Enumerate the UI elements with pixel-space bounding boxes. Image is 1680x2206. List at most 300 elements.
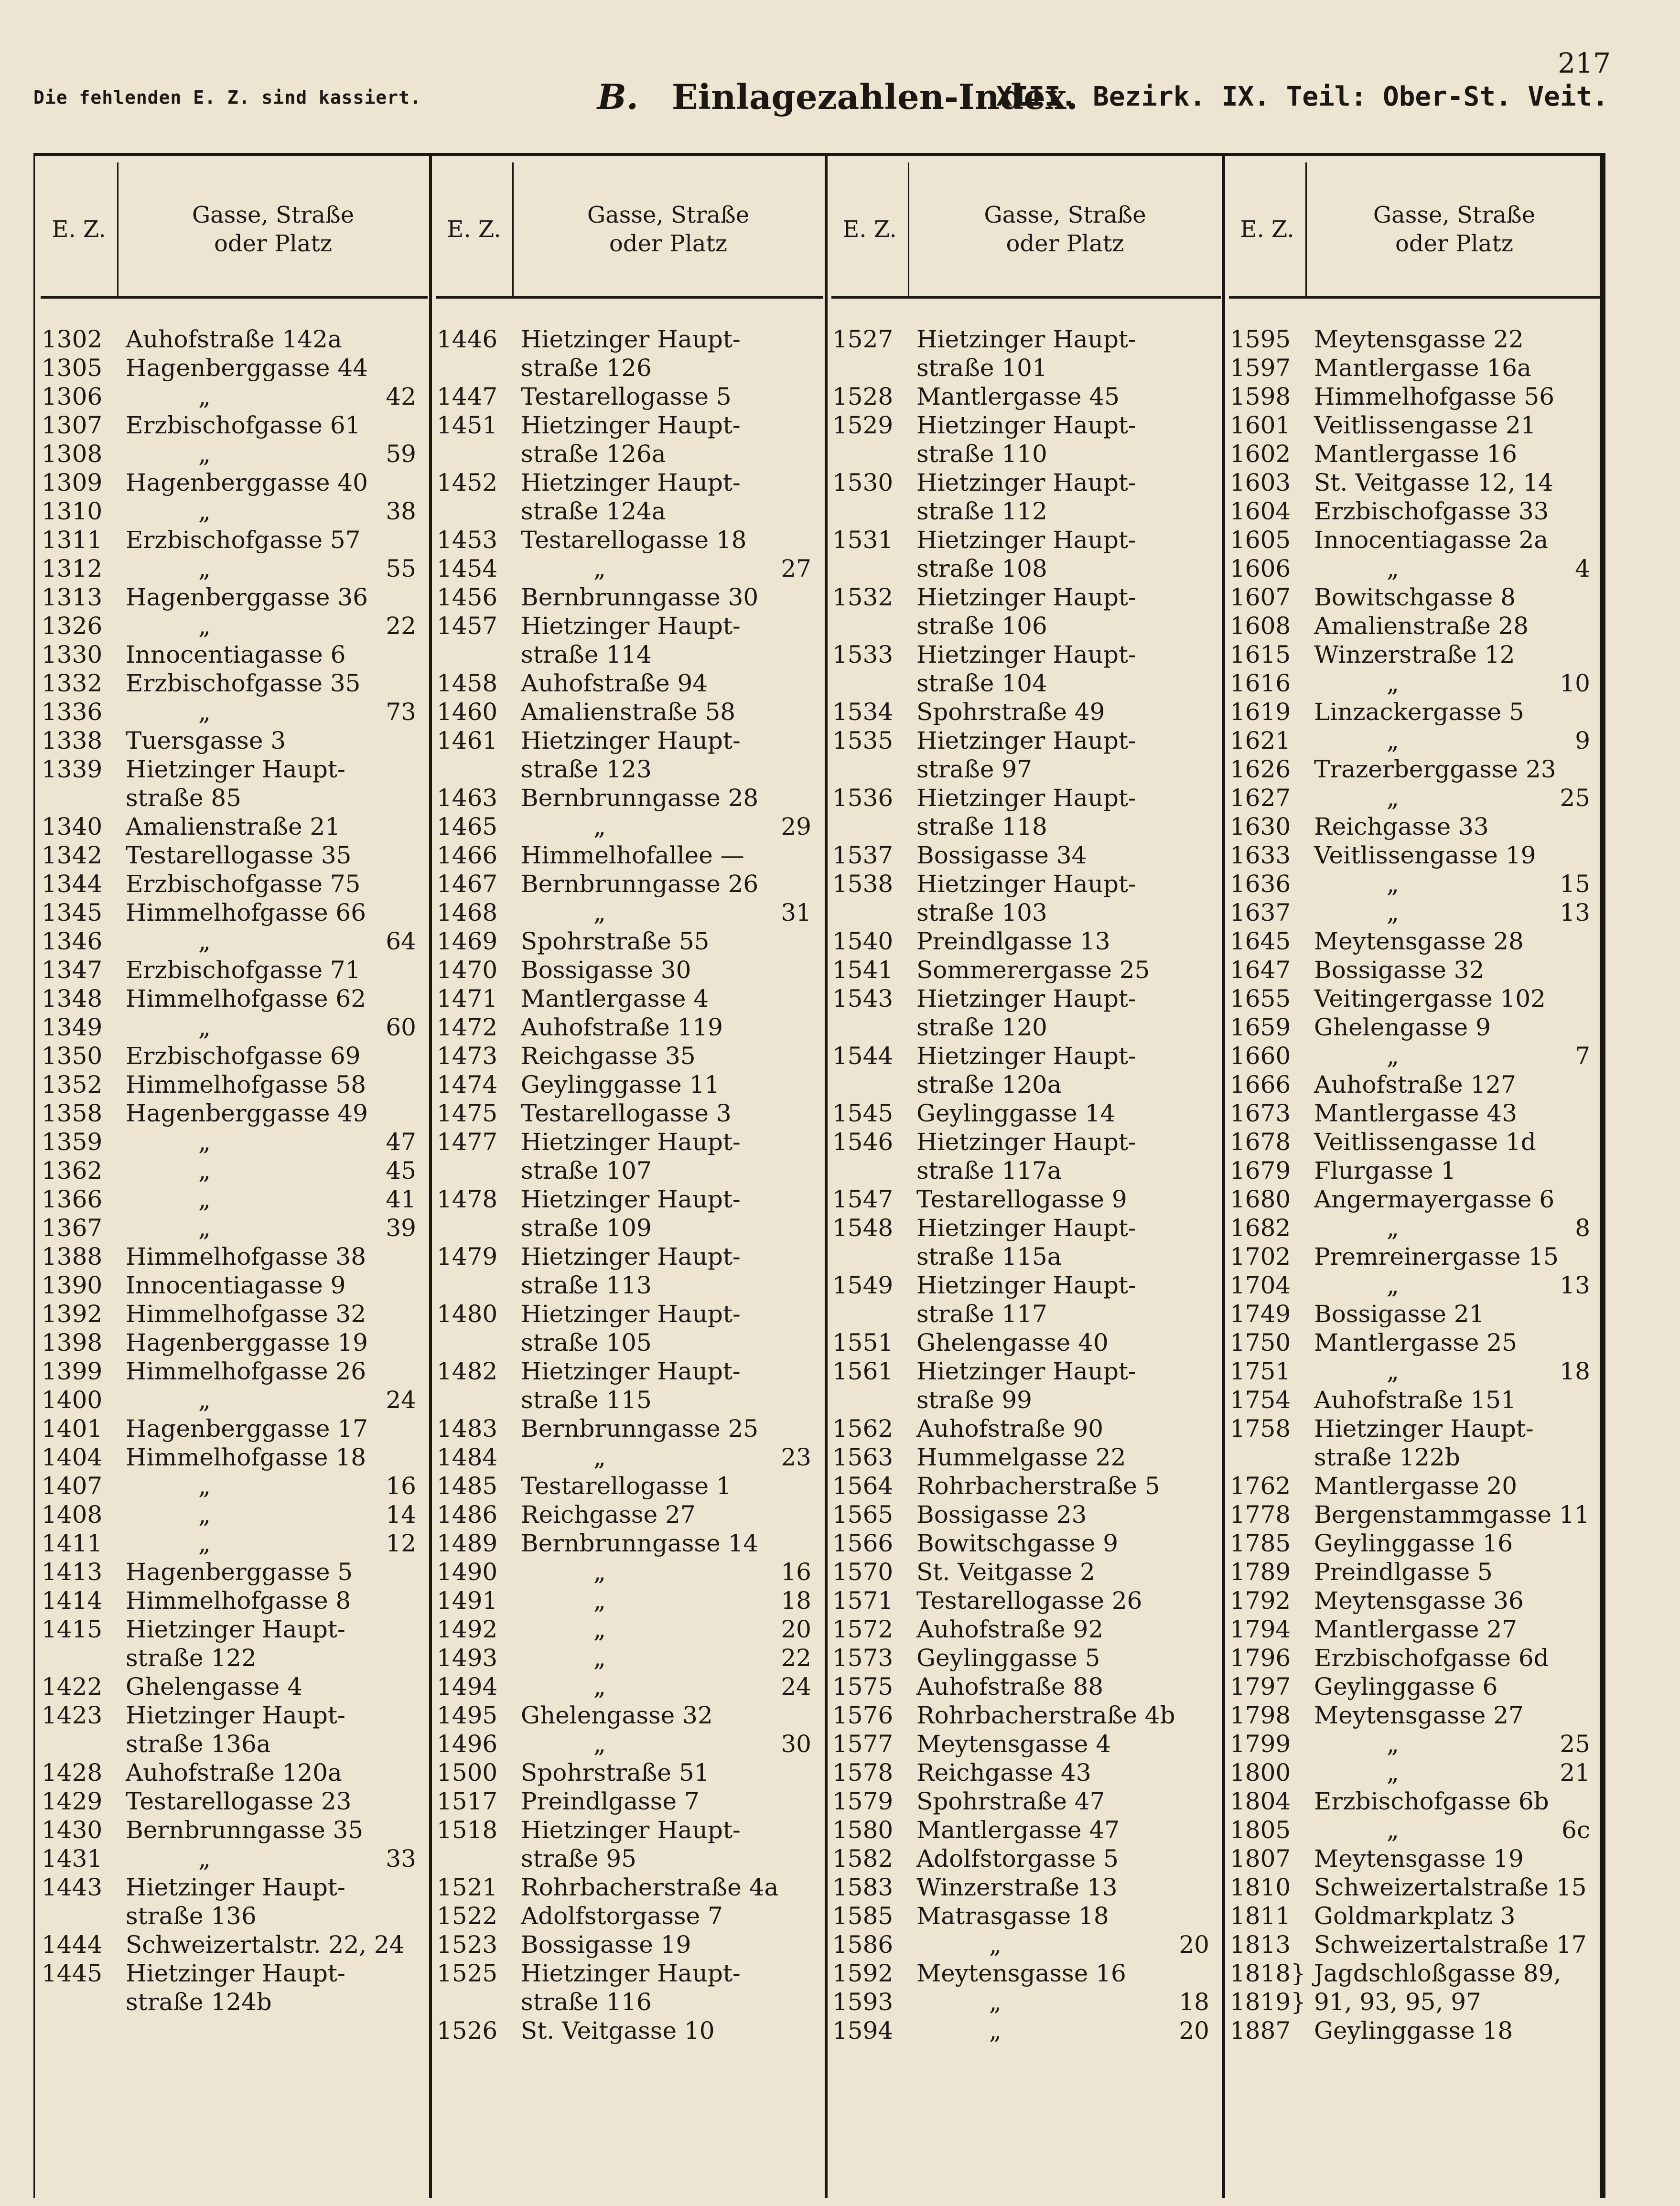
ez-number: 1606 — [1230, 555, 1291, 582]
table-row — [831, 497, 1221, 526]
table-row — [41, 1042, 428, 1070]
ez-number: 1799 — [1230, 1730, 1291, 1758]
street-name: Linzackergasse 5 — [1314, 698, 1524, 726]
table-row — [436, 726, 823, 755]
table-row — [1229, 1013, 1602, 1042]
table-row — [436, 956, 823, 984]
street-name: Mantlergasse 25 — [1314, 1329, 1518, 1356]
street-name: Hietzinger Haupt- — [1314, 1415, 1534, 1442]
street-name: Hietzinger Haupt- — [521, 325, 741, 353]
ez-number: 1482 — [437, 1357, 498, 1385]
street-header-line1: Gasse, Straße — [587, 202, 750, 228]
ez-number: 1615 — [1230, 641, 1291, 668]
street-name: Himmelhofgasse 26 — [126, 1357, 366, 1385]
table-row — [831, 1185, 1221, 1214]
ez-number: 1666 — [1230, 1071, 1291, 1098]
street-name: Erzbischofgasse 33 — [1314, 497, 1549, 525]
ez-number: 1749 — [1230, 1300, 1291, 1328]
street-name: „ — [198, 440, 211, 468]
street-name: Testarellogasse 26 — [916, 1587, 1142, 1614]
table-row — [1229, 927, 1602, 956]
street-name: Testarellogasse 9 — [916, 1185, 1127, 1213]
street-name: Hietzinger Haupt- — [916, 985, 1136, 1012]
ez-number: 1352 — [42, 1071, 103, 1098]
table-row — [1229, 1672, 1602, 1701]
table-row — [1229, 898, 1602, 927]
ez-number: 1796 — [1230, 1644, 1291, 1672]
street-name: Reichgasse 43 — [916, 1759, 1091, 1786]
street-name: straße 99 — [916, 1386, 1032, 1414]
house-number: 64 — [386, 927, 416, 955]
ez-number: 1388 — [42, 1243, 103, 1270]
ez-number: 1536 — [832, 784, 894, 812]
table-row — [831, 669, 1221, 698]
street-header-line2: oder Platz — [214, 230, 333, 257]
ez-number: 1302 — [42, 325, 103, 353]
street-name: „ — [1387, 1816, 1399, 1844]
ez-number: 1522 — [437, 1902, 498, 1930]
street-name: Amalienstraße 21 — [126, 813, 341, 840]
ez-number: 1465 — [437, 813, 498, 840]
table-row — [436, 1242, 823, 1271]
ez-number: 1518 — [437, 1816, 498, 1844]
table-row — [1229, 1844, 1602, 1873]
table-row — [41, 841, 428, 870]
table-row — [831, 1586, 1221, 1615]
street-name: straße 118 — [916, 813, 1047, 840]
street-name: Hietzinger Haupt- — [126, 1873, 345, 1901]
house-number: 20 — [1179, 2017, 1209, 2045]
street-name: Sommerergasse 25 — [916, 956, 1150, 984]
table-row — [831, 1242, 1221, 1271]
ez-number: 1563 — [832, 1443, 894, 1471]
house-number: 18 — [1560, 1357, 1590, 1385]
table-row — [436, 1787, 823, 1816]
street-name: Erzbischofgasse 57 — [126, 526, 361, 554]
table-row — [831, 1644, 1221, 1672]
table-row — [1229, 1357, 1602, 1386]
street-name: straße 104 — [916, 669, 1047, 697]
table-row — [831, 1558, 1221, 1586]
street-name: straße 95 — [521, 1845, 636, 1872]
street-name: Testarellogasse 35 — [126, 841, 352, 869]
ez-number: 1531 — [832, 526, 894, 554]
street-name: Bowitschgasse 8 — [1314, 583, 1516, 611]
house-number: 73 — [386, 698, 416, 726]
ez-number: 1586 — [832, 1931, 894, 1958]
street-name: straße 114 — [521, 641, 652, 668]
street-name: Erzbischofgasse 61 — [126, 411, 361, 439]
street-name: Hietzinger Haupt- — [916, 411, 1136, 439]
table-row — [831, 1959, 1221, 1988]
street-name: Hietzinger Haupt- — [916, 1042, 1136, 1070]
house-number: 59 — [386, 440, 416, 468]
table-row — [831, 1930, 1221, 1959]
ez-number: 1346 — [42, 927, 103, 955]
street-name: Innocentiagasse 9 — [126, 1271, 346, 1299]
ez-number: 1349 — [42, 1013, 103, 1041]
ez-number: 1704 — [1230, 1271, 1291, 1299]
house-number: 24 — [386, 1386, 416, 1414]
table-row — [831, 1758, 1221, 1787]
column-header — [1229, 162, 1602, 299]
table-row — [436, 497, 823, 526]
house-number: 38 — [386, 497, 416, 525]
street-header — [1307, 162, 1602, 296]
ez-number: 1477 — [437, 1128, 498, 1156]
table-row — [436, 1472, 823, 1500]
street-name: Hagenberggasse 49 — [126, 1099, 368, 1127]
ez-number: 1478 — [437, 1185, 498, 1213]
street-name: straße 126 — [521, 354, 652, 382]
table-row — [831, 554, 1221, 583]
street-name: Meytensgasse 22 — [1314, 325, 1524, 353]
table-row — [831, 583, 1221, 612]
table-row — [436, 554, 823, 583]
street-name: Hagenberggasse 40 — [126, 469, 368, 496]
street-name: „ — [1387, 899, 1399, 926]
street-name: Bergenstammgasse 11 — [1314, 1501, 1590, 1528]
ez-number: 1332 — [42, 669, 103, 697]
table-row — [436, 1930, 823, 1959]
house-number: 6c — [1562, 1816, 1590, 1844]
table-row — [41, 1070, 428, 1099]
table-row — [1229, 526, 1602, 554]
ez-number: 1535 — [832, 727, 894, 754]
ez-number: 1404 — [42, 1443, 103, 1471]
street-name: Hietzinger Haupt- — [521, 1357, 741, 1385]
street-name: Bossigasse 19 — [521, 1931, 691, 1958]
street-name: Veitlissengasse 21 — [1314, 411, 1536, 439]
table-row — [1229, 1586, 1602, 1615]
street-name: „ — [593, 1730, 606, 1758]
table-row — [1229, 1701, 1602, 1730]
street-name: Hietzinger Haupt- — [916, 325, 1136, 353]
ez-number: 1326 — [42, 612, 103, 640]
table-row — [436, 1042, 823, 1070]
table-row — [41, 1214, 428, 1242]
table-row — [436, 698, 823, 726]
street-name: straße 122 — [126, 1644, 257, 1672]
house-number: 25 — [1560, 784, 1590, 812]
ez-number: 1467 — [437, 870, 498, 898]
ez-number: 1307 — [42, 411, 103, 439]
table-row — [1229, 1500, 1602, 1529]
ez-number: 1603 — [1230, 469, 1291, 496]
house-number: 18 — [1179, 1988, 1209, 2016]
street-name: straße 108 — [916, 555, 1047, 582]
index-column — [831, 153, 1221, 2198]
ez-number: 1601 — [1230, 411, 1291, 439]
table-row — [41, 1386, 428, 1414]
street-name: Hagenberggasse 5 — [126, 1558, 353, 1586]
street-name: straße 103 — [916, 899, 1047, 926]
street-name: straße 136a — [126, 1730, 271, 1758]
street-name: Veitlissengasse 1d — [1314, 1128, 1536, 1156]
table-row — [436, 1386, 823, 1414]
house-number: 60 — [386, 1013, 416, 1041]
ez-number: 1500 — [437, 1759, 498, 1786]
table-row — [41, 784, 428, 812]
ez-number: 1447 — [437, 383, 498, 410]
street-name: „ — [198, 1529, 211, 1557]
street-name: „ — [1387, 1730, 1399, 1758]
street-name: Bernbrunngasse 25 — [521, 1415, 759, 1442]
street-name: Himmelhofgasse 38 — [126, 1243, 366, 1270]
table-row — [831, 1300, 1221, 1328]
ez-number: 1471 — [437, 985, 498, 1012]
table-row — [41, 468, 428, 497]
table-row — [1229, 1529, 1602, 1558]
ez-number: 1347 — [42, 956, 103, 984]
table-row — [436, 1328, 823, 1357]
ez-number: 1496 — [437, 1730, 498, 1758]
street-header-line2: oder Platz — [609, 230, 728, 257]
table-row — [41, 1156, 428, 1185]
house-number: 45 — [386, 1157, 416, 1184]
ez-number: 1491 — [437, 1587, 498, 1614]
ez-number: 1578 — [832, 1759, 894, 1786]
street-name: Spohrstraße 51 — [521, 1759, 710, 1786]
table-row — [1229, 1271, 1602, 1300]
ez-number: 1538 — [832, 870, 894, 898]
house-number: 21 — [1560, 1759, 1590, 1786]
house-number: 42 — [386, 383, 416, 410]
page-number: 217 — [1558, 47, 1611, 79]
table-row — [436, 526, 823, 554]
ez-number: 1309 — [42, 469, 103, 496]
street-name: Testarellogasse 18 — [521, 526, 747, 554]
ez-number: 1529 — [832, 411, 894, 439]
table-row — [831, 1672, 1221, 1701]
table-row — [436, 870, 823, 898]
house-number: 13 — [1560, 1271, 1590, 1299]
table-row — [831, 526, 1221, 554]
street-name: „ — [198, 1386, 211, 1414]
column-divider — [825, 153, 828, 2198]
table-row — [831, 1013, 1221, 1042]
street-name: Geylinggasse 5 — [916, 1644, 1100, 1672]
table-row — [831, 440, 1221, 468]
table-row — [436, 1271, 823, 1300]
table-row — [831, 1472, 1221, 1500]
ez-number: 1637 — [1230, 899, 1291, 926]
ez-number: 1527 — [832, 325, 894, 353]
table-row — [41, 1930, 428, 1959]
ez-number: 1311 — [42, 526, 103, 554]
street-name: Ghelengasse 40 — [916, 1329, 1109, 1356]
ez-number: 1390 — [42, 1271, 103, 1299]
ez-number: 1479 — [437, 1243, 498, 1270]
street-header-line1: Gasse, Straße — [192, 202, 355, 228]
street-name: Hietzinger Haupt- — [521, 612, 741, 640]
street-name: Erzbischofgasse 69 — [126, 1042, 361, 1070]
street-name: Hietzinger Haupt- — [916, 469, 1136, 496]
table-row — [41, 1271, 428, 1300]
table-row — [831, 1529, 1221, 1558]
ez-number: 1443 — [42, 1873, 103, 1901]
street-name: straße 124b — [126, 1988, 272, 2016]
house-number: 20 — [781, 1615, 811, 1643]
ez-number: 1543 — [832, 985, 894, 1012]
street-name: straße 120a — [916, 1071, 1062, 1098]
ez-number: 1751 — [1230, 1357, 1291, 1385]
street-header — [909, 162, 1221, 296]
table-row — [831, 812, 1221, 841]
street-name: „ — [198, 1472, 211, 1500]
street-name: Himmelhofgasse 62 — [126, 985, 366, 1012]
street-name: Hagenberggasse 19 — [126, 1329, 368, 1356]
table-row — [41, 411, 428, 440]
street-name: Bernbrunngasse 35 — [126, 1816, 364, 1844]
street-name: Goldmarkplatz 3 — [1314, 1902, 1516, 1930]
table-row — [436, 1644, 823, 1672]
table-row — [1229, 1787, 1602, 1816]
street-name: Schweizertalstraße 17 — [1314, 1931, 1587, 1958]
ez-number: 1627 — [1230, 784, 1291, 812]
header-note: Die fehlenden E. Z. sind kassiert. — [33, 87, 421, 108]
ez-number: 1605 — [1230, 526, 1291, 554]
ez-number: 1495 — [437, 1701, 498, 1729]
street-name: straße 116 — [521, 1988, 652, 2016]
table-row — [41, 1816, 428, 1844]
table-row — [41, 984, 428, 1013]
street-name: „ — [198, 1214, 211, 1242]
street-name: „ — [593, 1615, 606, 1643]
street-name: Himmelhofgasse 58 — [126, 1071, 366, 1098]
house-number: 41 — [386, 1185, 416, 1213]
ez-number: 1392 — [42, 1300, 103, 1328]
table-row — [1229, 1300, 1602, 1328]
street-name: „ — [198, 698, 211, 726]
street-name: Mantlergasse 4 — [521, 985, 709, 1012]
table-row — [1229, 1156, 1602, 1185]
street-name: Adolfstorgasse 7 — [521, 1902, 723, 1930]
table-row — [831, 1443, 1221, 1472]
table-row — [1229, 1930, 1602, 1959]
ez-number: 1413 — [42, 1558, 103, 1586]
ez-number: 1423 — [42, 1701, 103, 1729]
table-row — [1229, 1386, 1602, 1414]
ez-number: 1604 — [1230, 497, 1291, 525]
table-row — [831, 1873, 1221, 1902]
ez-number: 1345 — [42, 899, 103, 926]
district-label: XIII. Bezirk. IX. Teil: Ober-St. Veit. — [996, 81, 1608, 112]
table-row — [41, 497, 428, 526]
table-row — [1229, 583, 1602, 612]
table-row — [1229, 1758, 1602, 1787]
table-row — [41, 325, 428, 354]
ez-number: 1451 — [437, 411, 498, 439]
ez-number: 1458 — [437, 669, 498, 697]
street-name: St. Veitgasse 12, 14 — [1314, 469, 1553, 496]
street-name: „ — [1387, 669, 1399, 697]
table-row — [436, 1586, 823, 1615]
street-header-line2: oder Platz — [1395, 230, 1514, 257]
ez-number: 1798 — [1230, 1701, 1291, 1729]
table-row — [41, 1615, 428, 1644]
ez-number: 1800 — [1230, 1759, 1291, 1786]
house-number: 7 — [1575, 1042, 1590, 1070]
ez-number: 1485 — [437, 1472, 498, 1500]
ez-number: 1330 — [42, 641, 103, 668]
ez-number: 1492 — [437, 1615, 498, 1643]
table-row — [1229, 698, 1602, 726]
street-name: Erzbischofgasse 71 — [126, 956, 361, 984]
ez-number: 1811 — [1230, 1902, 1291, 1930]
street-name: „ — [989, 1931, 1002, 1958]
ez-number: 1702 — [1230, 1243, 1291, 1270]
street-name: Preindlgasse 5 — [1314, 1558, 1493, 1586]
table-row — [831, 1701, 1221, 1730]
ez-number: 1456 — [437, 583, 498, 611]
table-row — [41, 1844, 428, 1873]
table-row — [831, 726, 1221, 755]
ez-number: 1807 — [1230, 1845, 1291, 1872]
table-row — [1229, 612, 1602, 640]
street-name: Hietzinger Haupt- — [916, 526, 1136, 554]
street-name: straße 107 — [521, 1157, 652, 1184]
street-name: „ — [1387, 727, 1399, 754]
table-row — [1229, 325, 1602, 354]
table-row — [831, 1386, 1221, 1414]
table-row — [41, 1013, 428, 1042]
street-name: Hagenberggasse 36 — [126, 583, 368, 611]
table-row — [831, 1099, 1221, 1128]
ez-number: 1305 — [42, 354, 103, 382]
table-row — [1229, 1185, 1602, 1214]
table-row — [436, 1500, 823, 1529]
ez-number: 1446 — [437, 325, 498, 353]
ez-number: 1306 — [42, 383, 103, 410]
table-row — [41, 1902, 428, 1930]
ez-number: 1454 — [437, 555, 498, 582]
ez-number: 1530 — [832, 469, 894, 496]
street-name: Hagenberggasse 44 — [126, 354, 368, 382]
table-row — [436, 382, 823, 411]
street-name: Hietzinger Haupt- — [521, 1300, 741, 1328]
street-name: Himmelhofgasse 56 — [1314, 383, 1555, 410]
street-name: Hietzinger Haupt- — [916, 784, 1136, 812]
table-row — [831, 784, 1221, 812]
ez-number: 1526 — [437, 2017, 498, 2045]
ez-number: 1339 — [42, 755, 103, 783]
column-body — [831, 325, 1221, 2045]
table-row — [1229, 1070, 1602, 1099]
street-name: „ — [593, 1558, 606, 1586]
street-name: Hietzinger Haupt- — [126, 1701, 345, 1729]
ez-number: 1564 — [832, 1472, 894, 1500]
ez-number: 1366 — [42, 1185, 103, 1213]
street-name: Preindlgasse 13 — [916, 927, 1110, 955]
table-row — [831, 411, 1221, 440]
house-number: 39 — [386, 1214, 416, 1242]
street-name: Mantlergasse 16 — [1314, 440, 1518, 468]
ez-number: 1659 — [1230, 1013, 1291, 1041]
table-row — [41, 956, 428, 984]
house-number: 22 — [386, 612, 416, 640]
street-name: Adolfstorgasse 5 — [916, 1845, 1119, 1872]
table-row — [436, 1615, 823, 1644]
table-row — [831, 984, 1221, 1013]
table-row — [831, 1500, 1221, 1529]
ez-number: 1561 — [832, 1357, 894, 1385]
ez-number: 1350 — [42, 1042, 103, 1070]
street-name: Flurgasse 1 — [1314, 1157, 1456, 1184]
table-row — [1229, 1558, 1602, 1586]
ez-number: 1682 — [1230, 1214, 1291, 1242]
street-name: Mantlergasse 16a — [1314, 354, 1531, 382]
